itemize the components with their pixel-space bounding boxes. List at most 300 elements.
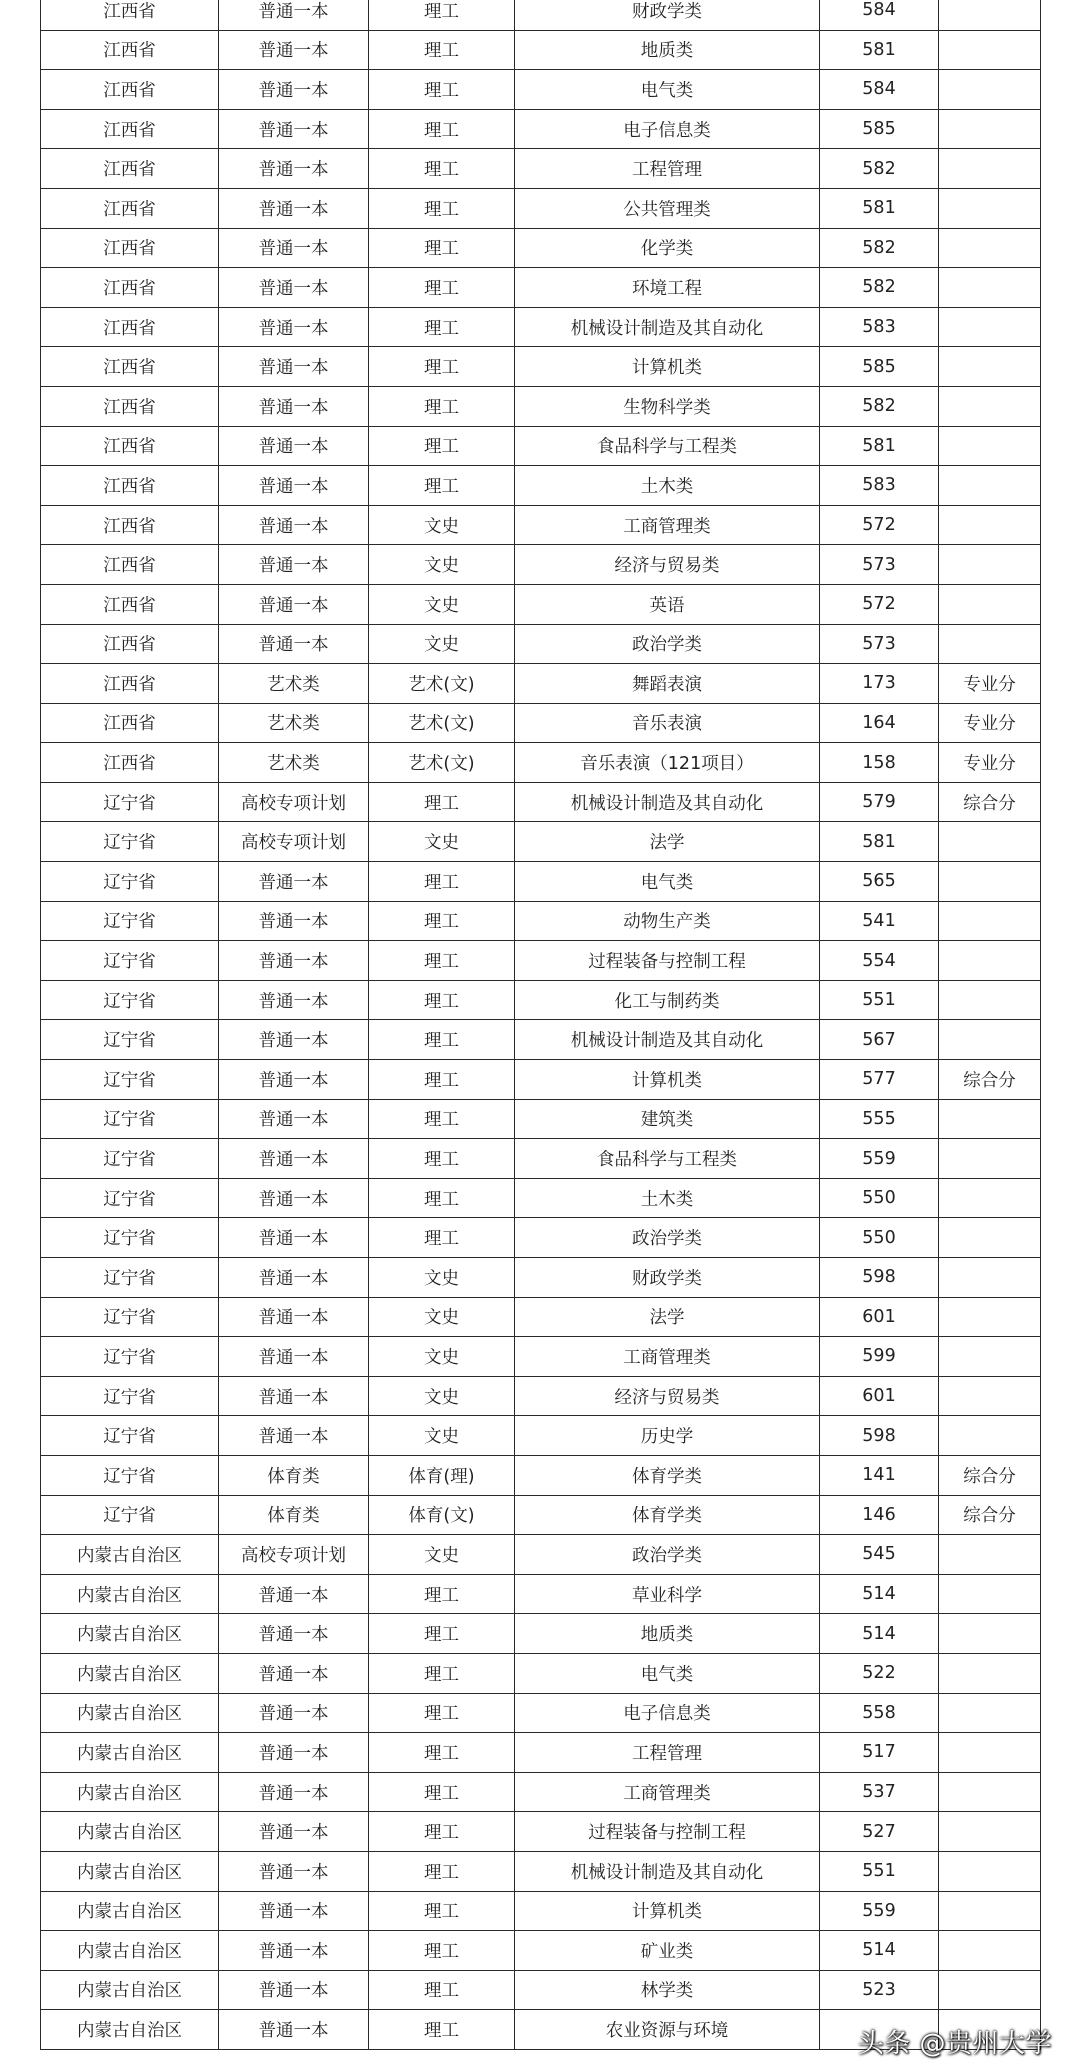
table-row bbox=[41, 1653, 1041, 1693]
score-cell: 598 bbox=[820, 1258, 939, 1298]
province-cell: 江西省 bbox=[41, 268, 219, 308]
category-cell: 理工 bbox=[369, 1614, 515, 1654]
category-cell: 理工 bbox=[369, 268, 515, 308]
note-cell bbox=[939, 1851, 1041, 1891]
table-row bbox=[41, 1535, 1041, 1575]
batch-cell: 普通一本 bbox=[219, 1733, 369, 1773]
table-row bbox=[41, 1297, 1041, 1337]
table-row bbox=[41, 980, 1041, 1020]
batch-cell: 普通一本 bbox=[219, 1574, 369, 1614]
province-cell: 辽宁省 bbox=[41, 1020, 219, 1060]
table-row bbox=[41, 1812, 1041, 1852]
province-cell: 江西省 bbox=[41, 109, 219, 149]
category-cell: 理工 bbox=[369, 941, 515, 981]
major-cell: 工程管理 bbox=[515, 149, 820, 189]
major-cell: 机械设计制造及其自动化 bbox=[515, 782, 820, 822]
province-cell: 辽宁省 bbox=[41, 1178, 219, 1218]
province-cell: 内蒙古自治区 bbox=[41, 2010, 219, 2050]
batch-cell: 普通一本 bbox=[219, 1297, 369, 1337]
table-body bbox=[41, 0, 1041, 2049]
major-cell: 过程装备与控制工程 bbox=[515, 1812, 820, 1852]
batch-cell: 普通一本 bbox=[219, 188, 369, 228]
province-cell: 江西省 bbox=[41, 505, 219, 545]
table-row bbox=[41, 466, 1041, 506]
score-cell: 581 bbox=[820, 822, 939, 862]
table-row bbox=[41, 1218, 1041, 1258]
category-cell: 理工 bbox=[369, 901, 515, 941]
province-cell: 内蒙古自治区 bbox=[41, 1970, 219, 2010]
batch-cell: 普通一本 bbox=[219, 109, 369, 149]
category-cell: 理工 bbox=[369, 1733, 515, 1773]
province-cell: 辽宁省 bbox=[41, 1376, 219, 1416]
province-cell: 江西省 bbox=[41, 466, 219, 506]
province-cell: 江西省 bbox=[41, 149, 219, 189]
major-cell: 电子信息类 bbox=[515, 109, 820, 149]
note-cell bbox=[939, 1931, 1041, 1971]
category-cell: 理工 bbox=[369, 188, 515, 228]
province-cell: 江西省 bbox=[41, 743, 219, 783]
category-cell: 理工 bbox=[369, 426, 515, 466]
score-cell: 572 bbox=[820, 584, 939, 624]
major-cell: 电气类 bbox=[515, 70, 820, 110]
watermark-label: 头条 @贵州大学 bbox=[857, 2029, 1052, 2059]
score-cell: 573 bbox=[820, 624, 939, 664]
major-cell: 政治学类 bbox=[515, 624, 820, 664]
table-row bbox=[41, 386, 1041, 426]
note-cell bbox=[939, 1099, 1041, 1139]
note-cell: 专业分 bbox=[939, 664, 1041, 704]
batch-cell: 普通一本 bbox=[219, 228, 369, 268]
category-cell: 文史 bbox=[369, 1337, 515, 1377]
admission-score-table bbox=[40, 0, 1041, 2050]
category-cell: 理工 bbox=[369, 466, 515, 506]
province-cell: 江西省 bbox=[41, 584, 219, 624]
category-cell: 理工 bbox=[369, 0, 515, 30]
category-cell: 理工 bbox=[369, 386, 515, 426]
major-cell: 政治学类 bbox=[515, 1535, 820, 1575]
major-cell: 音乐表演（121项目） bbox=[515, 743, 820, 783]
batch-cell: 普通一本 bbox=[219, 1812, 369, 1852]
table-row bbox=[41, 1891, 1041, 1931]
major-cell: 建筑类 bbox=[515, 1099, 820, 1139]
major-cell: 电气类 bbox=[515, 862, 820, 902]
province-cell: 辽宁省 bbox=[41, 1337, 219, 1377]
batch-cell: 普通一本 bbox=[219, 426, 369, 466]
province-cell: 内蒙古自治区 bbox=[41, 1653, 219, 1693]
major-cell: 电子信息类 bbox=[515, 1693, 820, 1733]
score-cell: 601 bbox=[820, 1376, 939, 1416]
note-cell: 专业分 bbox=[939, 703, 1041, 743]
table-row bbox=[41, 505, 1041, 545]
category-cell: 体育(理) bbox=[369, 1455, 515, 1495]
score-cell: 585 bbox=[820, 109, 939, 149]
major-cell: 历史学 bbox=[515, 1416, 820, 1456]
batch-cell: 普通一本 bbox=[219, 70, 369, 110]
table-row bbox=[41, 1337, 1041, 1377]
province-cell: 江西省 bbox=[41, 386, 219, 426]
note-cell bbox=[939, 941, 1041, 981]
province-cell: 辽宁省 bbox=[41, 1139, 219, 1179]
batch-cell: 普通一本 bbox=[219, 505, 369, 545]
score-cell: 581 bbox=[820, 30, 939, 70]
table-row bbox=[41, 347, 1041, 387]
score-cell: 558 bbox=[820, 1693, 939, 1733]
table-row bbox=[41, 584, 1041, 624]
note-cell bbox=[939, 862, 1041, 902]
batch-cell: 普通一本 bbox=[219, 1891, 369, 1931]
note-cell bbox=[939, 109, 1041, 149]
note-cell bbox=[939, 1772, 1041, 1812]
province-cell: 辽宁省 bbox=[41, 1060, 219, 1100]
batch-cell: 普通一本 bbox=[219, 1020, 369, 1060]
score-cell: 582 bbox=[820, 149, 939, 189]
province-cell: 辽宁省 bbox=[41, 1416, 219, 1456]
table-row bbox=[41, 30, 1041, 70]
note-cell bbox=[939, 70, 1041, 110]
major-cell: 工程管理 bbox=[515, 1733, 820, 1773]
note-cell bbox=[939, 1139, 1041, 1179]
batch-cell: 普通一本 bbox=[219, 1178, 369, 1218]
note-cell: 综合分 bbox=[939, 1495, 1041, 1535]
category-cell: 文史 bbox=[369, 822, 515, 862]
batch-cell: 体育类 bbox=[219, 1455, 369, 1495]
batch-cell: 普通一本 bbox=[219, 901, 369, 941]
table-row bbox=[41, 188, 1041, 228]
category-cell: 文史 bbox=[369, 1376, 515, 1416]
province-cell: 辽宁省 bbox=[41, 1258, 219, 1298]
note-cell bbox=[939, 228, 1041, 268]
table-row bbox=[41, 1574, 1041, 1614]
score-cell: 146 bbox=[820, 1495, 939, 1535]
score-cell: 584 bbox=[820, 0, 939, 30]
major-cell: 生物科学类 bbox=[515, 386, 820, 426]
score-cell: 582 bbox=[820, 228, 939, 268]
category-cell: 理工 bbox=[369, 2010, 515, 2050]
category-cell: 理工 bbox=[369, 30, 515, 70]
score-cell: 559 bbox=[820, 1891, 939, 1931]
note-cell bbox=[939, 505, 1041, 545]
province-cell: 江西省 bbox=[41, 228, 219, 268]
major-cell: 工商管理类 bbox=[515, 1337, 820, 1377]
table-row bbox=[41, 545, 1041, 585]
score-cell: 554 bbox=[820, 941, 939, 981]
score-cell: 173 bbox=[820, 664, 939, 704]
batch-cell: 普通一本 bbox=[219, 1970, 369, 2010]
batch-cell: 普通一本 bbox=[219, 1258, 369, 1298]
province-cell: 内蒙古自治区 bbox=[41, 1733, 219, 1773]
note-cell bbox=[939, 822, 1041, 862]
table-row bbox=[41, 1178, 1041, 1218]
major-cell: 林学类 bbox=[515, 1970, 820, 2010]
category-cell: 理工 bbox=[369, 1891, 515, 1931]
category-cell: 理工 bbox=[369, 1020, 515, 1060]
score-cell: 514 bbox=[820, 1931, 939, 1971]
score-cell: 559 bbox=[820, 1139, 939, 1179]
note-cell bbox=[939, 268, 1041, 308]
batch-cell: 普通一本 bbox=[219, 1376, 369, 1416]
note-cell bbox=[939, 1970, 1041, 2010]
category-cell: 文史 bbox=[369, 1535, 515, 1575]
category-cell: 理工 bbox=[369, 1970, 515, 2010]
category-cell: 理工 bbox=[369, 307, 515, 347]
score-cell: 565 bbox=[820, 862, 939, 902]
batch-cell: 普通一本 bbox=[219, 1337, 369, 1377]
score-cell: 601 bbox=[820, 1297, 939, 1337]
note-cell: 综合分 bbox=[939, 1455, 1041, 1495]
note-cell bbox=[939, 1020, 1041, 1060]
score-cell: 582 bbox=[820, 268, 939, 308]
category-cell: 理工 bbox=[369, 1772, 515, 1812]
score-cell: 577 bbox=[820, 1060, 939, 1100]
major-cell: 财政学类 bbox=[515, 0, 820, 30]
score-cell: 583 bbox=[820, 466, 939, 506]
note-cell bbox=[939, 624, 1041, 664]
province-cell: 内蒙古自治区 bbox=[41, 1931, 219, 1971]
score-cell: 514 bbox=[820, 1574, 939, 1614]
major-cell: 地质类 bbox=[515, 1614, 820, 1654]
category-cell: 理工 bbox=[369, 1851, 515, 1891]
table-row bbox=[41, 1455, 1041, 1495]
batch-cell: 普通一本 bbox=[219, 0, 369, 30]
province-cell: 辽宁省 bbox=[41, 822, 219, 862]
score-cell: 523 bbox=[820, 1970, 939, 2010]
category-cell: 理工 bbox=[369, 1693, 515, 1733]
province-cell: 江西省 bbox=[41, 703, 219, 743]
province-cell: 内蒙古自治区 bbox=[41, 1614, 219, 1654]
table-row bbox=[41, 1851, 1041, 1891]
batch-cell: 普通一本 bbox=[219, 980, 369, 1020]
province-cell: 内蒙古自治区 bbox=[41, 1891, 219, 1931]
province-cell: 辽宁省 bbox=[41, 1099, 219, 1139]
score-cell: 158 bbox=[820, 743, 939, 783]
province-cell: 江西省 bbox=[41, 70, 219, 110]
province-cell: 辽宁省 bbox=[41, 1455, 219, 1495]
province-cell: 内蒙古自治区 bbox=[41, 1693, 219, 1733]
batch-cell: 普通一本 bbox=[219, 30, 369, 70]
batch-cell: 普通一本 bbox=[219, 584, 369, 624]
table-row bbox=[41, 1258, 1041, 1298]
category-cell: 体育(文) bbox=[369, 1495, 515, 1535]
province-cell: 辽宁省 bbox=[41, 1495, 219, 1535]
note-cell bbox=[939, 1653, 1041, 1693]
batch-cell: 普通一本 bbox=[219, 1099, 369, 1139]
table-row bbox=[41, 1931, 1041, 1971]
table-row bbox=[41, 149, 1041, 189]
category-cell: 理工 bbox=[369, 1653, 515, 1693]
major-cell: 舞蹈表演 bbox=[515, 664, 820, 704]
table-row bbox=[41, 307, 1041, 347]
table-row bbox=[41, 901, 1041, 941]
major-cell: 机械设计制造及其自动化 bbox=[515, 1020, 820, 1060]
note-cell bbox=[939, 1416, 1041, 1456]
batch-cell: 高校专项计划 bbox=[219, 782, 369, 822]
major-cell: 地质类 bbox=[515, 30, 820, 70]
table-row bbox=[41, 822, 1041, 862]
note-cell bbox=[939, 30, 1041, 70]
major-cell: 法学 bbox=[515, 1297, 820, 1337]
note-cell bbox=[939, 1614, 1041, 1654]
batch-cell: 艺术类 bbox=[219, 664, 369, 704]
batch-cell: 普通一本 bbox=[219, 1851, 369, 1891]
batch-cell: 普通一本 bbox=[219, 1416, 369, 1456]
major-cell: 电气类 bbox=[515, 1653, 820, 1693]
note-cell bbox=[939, 1574, 1041, 1614]
note-cell bbox=[939, 1218, 1041, 1258]
province-cell: 江西省 bbox=[41, 0, 219, 30]
note-cell: 综合分 bbox=[939, 782, 1041, 822]
table-row bbox=[41, 1376, 1041, 1416]
note-cell bbox=[939, 1891, 1041, 1931]
note-cell bbox=[939, 1337, 1041, 1377]
note-cell bbox=[939, 1535, 1041, 1575]
score-cell: 551 bbox=[820, 980, 939, 1020]
major-cell: 工商管理类 bbox=[515, 1772, 820, 1812]
table-row bbox=[41, 426, 1041, 466]
note-cell bbox=[939, 980, 1041, 1020]
major-cell: 计算机类 bbox=[515, 1891, 820, 1931]
score-cell: 581 bbox=[820, 188, 939, 228]
major-cell: 食品科学与工程类 bbox=[515, 426, 820, 466]
province-cell: 江西省 bbox=[41, 347, 219, 387]
category-cell: 文史 bbox=[369, 1416, 515, 1456]
batch-cell: 普通一本 bbox=[219, 862, 369, 902]
batch-cell: 普通一本 bbox=[219, 545, 369, 585]
note-cell bbox=[939, 545, 1041, 585]
table-row bbox=[41, 70, 1041, 110]
major-cell: 英语 bbox=[515, 584, 820, 624]
batch-cell: 普通一本 bbox=[219, 1772, 369, 1812]
province-cell: 内蒙古自治区 bbox=[41, 1772, 219, 1812]
major-cell: 经济与贸易类 bbox=[515, 1376, 820, 1416]
score-cell: 585 bbox=[820, 347, 939, 387]
table-row bbox=[41, 1139, 1041, 1179]
major-cell: 矿业类 bbox=[515, 1931, 820, 1971]
category-cell: 理工 bbox=[369, 228, 515, 268]
major-cell: 化工与制药类 bbox=[515, 980, 820, 1020]
note-cell bbox=[939, 1178, 1041, 1218]
batch-cell: 普通一本 bbox=[219, 1931, 369, 1971]
major-cell: 食品科学与工程类 bbox=[515, 1139, 820, 1179]
batch-cell: 普通一本 bbox=[219, 1614, 369, 1654]
major-cell: 财政学类 bbox=[515, 1258, 820, 1298]
major-cell: 工商管理类 bbox=[515, 505, 820, 545]
score-cell: 527 bbox=[820, 1812, 939, 1852]
table-row bbox=[41, 268, 1041, 308]
note-cell bbox=[939, 1258, 1041, 1298]
score-cell: 522 bbox=[820, 1653, 939, 1693]
category-cell: 理工 bbox=[369, 1574, 515, 1614]
batch-cell: 体育类 bbox=[219, 1495, 369, 1535]
table-row bbox=[41, 1970, 1041, 2010]
table-row bbox=[41, 782, 1041, 822]
batch-cell: 普通一本 bbox=[219, 268, 369, 308]
note-cell: 专业分 bbox=[939, 743, 1041, 783]
major-cell: 环境工程 bbox=[515, 268, 820, 308]
note-cell bbox=[939, 1297, 1041, 1337]
category-cell: 文史 bbox=[369, 505, 515, 545]
table-row bbox=[41, 1733, 1041, 1773]
batch-cell: 普通一本 bbox=[219, 307, 369, 347]
major-cell: 动物生产类 bbox=[515, 901, 820, 941]
major-cell: 政治学类 bbox=[515, 1218, 820, 1258]
table-row bbox=[41, 228, 1041, 268]
batch-cell: 普通一本 bbox=[219, 2010, 369, 2050]
score-cell: 582 bbox=[820, 386, 939, 426]
score-cell: 517 bbox=[820, 1733, 939, 1773]
note-cell bbox=[939, 188, 1041, 228]
category-cell: 理工 bbox=[369, 149, 515, 189]
province-cell: 江西省 bbox=[41, 30, 219, 70]
score-cell: 551 bbox=[820, 1851, 939, 1891]
category-cell: 文史 bbox=[369, 1297, 515, 1337]
province-cell: 内蒙古自治区 bbox=[41, 1851, 219, 1891]
note-cell bbox=[939, 1376, 1041, 1416]
major-cell: 计算机类 bbox=[515, 347, 820, 387]
category-cell: 理工 bbox=[369, 1812, 515, 1852]
table-row bbox=[41, 664, 1041, 704]
table-row bbox=[41, 1020, 1041, 1060]
category-cell: 理工 bbox=[369, 1060, 515, 1100]
category-cell: 理工 bbox=[369, 70, 515, 110]
table-row bbox=[41, 624, 1041, 664]
table-row bbox=[41, 703, 1041, 743]
batch-cell: 普通一本 bbox=[219, 466, 369, 506]
note-cell bbox=[939, 426, 1041, 466]
note-cell bbox=[939, 466, 1041, 506]
score-cell: 598 bbox=[820, 1416, 939, 1456]
category-cell: 艺术(文) bbox=[369, 664, 515, 704]
province-cell: 辽宁省 bbox=[41, 980, 219, 1020]
major-cell: 机械设计制造及其自动化 bbox=[515, 1851, 820, 1891]
major-cell: 过程装备与控制工程 bbox=[515, 941, 820, 981]
batch-cell: 普通一本 bbox=[219, 1693, 369, 1733]
score-cell: 550 bbox=[820, 1178, 939, 1218]
major-cell: 土木类 bbox=[515, 466, 820, 506]
category-cell: 理工 bbox=[369, 109, 515, 149]
category-cell: 文史 bbox=[369, 1258, 515, 1298]
category-cell: 文史 bbox=[369, 624, 515, 664]
major-cell: 音乐表演 bbox=[515, 703, 820, 743]
category-cell: 理工 bbox=[369, 1139, 515, 1179]
note-cell bbox=[939, 1812, 1041, 1852]
score-cell: 541 bbox=[820, 901, 939, 941]
province-cell: 江西省 bbox=[41, 188, 219, 228]
table-row bbox=[41, 1772, 1041, 1812]
batch-cell: 普通一本 bbox=[219, 624, 369, 664]
province-cell: 江西省 bbox=[41, 545, 219, 585]
batch-cell: 普通一本 bbox=[219, 941, 369, 981]
score-cell: 573 bbox=[820, 545, 939, 585]
score-cell: 583 bbox=[820, 307, 939, 347]
major-cell: 经济与贸易类 bbox=[515, 545, 820, 585]
score-cell: 164 bbox=[820, 703, 939, 743]
province-cell: 辽宁省 bbox=[41, 941, 219, 981]
batch-cell: 普通一本 bbox=[219, 1218, 369, 1258]
category-cell: 艺术(文) bbox=[369, 703, 515, 743]
table-row bbox=[41, 1614, 1041, 1654]
major-cell: 草业科学 bbox=[515, 1574, 820, 1614]
major-cell: 化学类 bbox=[515, 228, 820, 268]
batch-cell: 高校专项计划 bbox=[219, 1535, 369, 1575]
province-cell: 辽宁省 bbox=[41, 1297, 219, 1337]
batch-cell: 普通一本 bbox=[219, 1653, 369, 1693]
table-row bbox=[41, 109, 1041, 149]
score-cell: 579 bbox=[820, 782, 939, 822]
category-cell: 文史 bbox=[369, 584, 515, 624]
note-cell bbox=[939, 149, 1041, 189]
batch-cell: 普通一本 bbox=[219, 1060, 369, 1100]
score-cell: 572 bbox=[820, 505, 939, 545]
